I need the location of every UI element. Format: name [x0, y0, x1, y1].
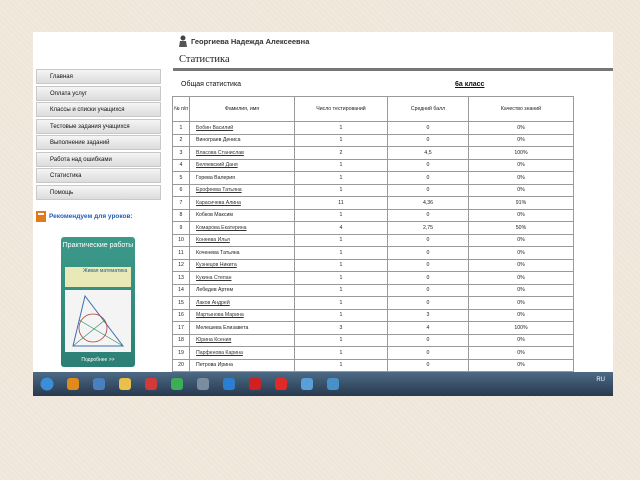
- table-row: [173, 134, 574, 147]
- general-stats-label: Общая статистика: [181, 81, 242, 88]
- cell-average-score: 0: [388, 272, 469, 285]
- cell-tests-count: 1: [295, 347, 388, 360]
- title-divider: [173, 68, 613, 71]
- cell-tests-count: 11: [295, 197, 388, 210]
- cell-number: 11: [173, 247, 190, 260]
- cell-knowledge-quality: 0%: [469, 159, 574, 172]
- col-header-name: Фамилия, имя: [190, 97, 295, 122]
- cell-tests-count: 2: [295, 147, 388, 160]
- cell-number: 15: [173, 297, 190, 310]
- practical-works-banner[interactable]: [61, 237, 135, 367]
- cell-knowledge-quality: 91%: [469, 197, 574, 210]
- cell-student-name[interactable]: Кукина Степан: [190, 272, 295, 285]
- cell-average-score: 0: [388, 234, 469, 247]
- cell-tests-count: 1: [295, 172, 388, 185]
- col-header-tests: Число тестирований: [295, 97, 388, 122]
- cell-number: 19: [173, 347, 190, 360]
- cell-student-name: Мелешева Елизавета: [190, 322, 295, 335]
- cell-knowledge-quality: 100%: [469, 147, 574, 160]
- cell-average-score: 0: [388, 184, 469, 197]
- explorer-icon-glyph: [92, 377, 106, 391]
- cell-number: 10: [173, 234, 190, 247]
- language-indicator[interactable]: RU: [596, 377, 605, 383]
- cell-student-name[interactable]: Юрина Ксения: [190, 334, 295, 347]
- table-row: [173, 159, 574, 172]
- cell-knowledge-quality: 0%: [469, 272, 574, 285]
- cell-tests-count: 1: [295, 259, 388, 272]
- cell-knowledge-quality: 0%: [469, 134, 574, 147]
- cell-knowledge-quality: 0%: [469, 122, 574, 135]
- cell-number: 18: [173, 334, 190, 347]
- cell-average-score: 3: [388, 309, 469, 322]
- start-orb-icon[interactable]: [37, 375, 57, 393]
- cell-average-score: 0: [388, 284, 469, 297]
- cell-tests-count: 1: [295, 159, 388, 172]
- cell-tests-count: 1: [295, 234, 388, 247]
- cell-number: 12: [173, 259, 190, 272]
- cell-average-score: 0: [388, 159, 469, 172]
- cell-student-name: Горева Валерия: [190, 172, 295, 185]
- cell-average-score: 2,75: [388, 222, 469, 235]
- opera-icon[interactable]: [245, 375, 265, 393]
- sidebar-item-statistics[interactable]: Статистика: [36, 168, 161, 183]
- cell-tests-count: 1: [295, 359, 388, 372]
- book-icon: [36, 210, 46, 222]
- sidebar-item-completion[interactable]: Выполнение заданий: [36, 135, 161, 150]
- statistics-table: [172, 96, 574, 372]
- cell-knowledge-quality: 0%: [469, 184, 574, 197]
- media-player-icon[interactable]: [63, 375, 83, 393]
- sidebar-item-classes[interactable]: Классы и списки учащихся: [36, 102, 161, 117]
- settings-icon-glyph: [196, 377, 210, 391]
- paint-icon[interactable]: [297, 375, 317, 393]
- sidebar-item-errors[interactable]: Работа над ошибками: [36, 152, 161, 167]
- folder-icon[interactable]: [115, 375, 135, 393]
- cell-number: 1: [173, 122, 190, 135]
- col-header-quality: Качество знаний: [469, 97, 574, 122]
- banner-more-link[interactable]: Подробнее >>: [81, 357, 115, 363]
- opera-icon-glyph: [248, 377, 262, 391]
- cell-average-score: 0: [388, 209, 469, 222]
- folder-icon-glyph: [118, 377, 132, 391]
- paint-icon-glyph: [300, 377, 314, 391]
- cell-number: 8: [173, 209, 190, 222]
- cell-knowledge-quality: 100%: [469, 322, 574, 335]
- cell-student-name[interactable]: Конеева Илья: [190, 234, 295, 247]
- internet-explorer-icon-glyph: [222, 377, 236, 391]
- table-row: [173, 247, 574, 260]
- cell-knowledge-quality: 0%: [469, 234, 574, 247]
- cell-knowledge-quality: 0%: [469, 209, 574, 222]
- table-row: [173, 234, 574, 247]
- screenshot-icon-glyph: [326, 377, 340, 391]
- cell-average-score: 0: [388, 259, 469, 272]
- cell-tests-count: 4: [295, 222, 388, 235]
- cell-knowledge-quality: 0%: [469, 284, 574, 297]
- cell-number: 17: [173, 322, 190, 335]
- explorer-icon[interactable]: [89, 375, 109, 393]
- cell-average-score: 0: [388, 134, 469, 147]
- cell-tests-count: 1: [295, 247, 388, 260]
- start-orb-icon-glyph: [40, 377, 54, 391]
- yandex-icon-glyph: [144, 377, 158, 391]
- table-row: [173, 197, 574, 210]
- cell-average-score: 0: [388, 172, 469, 185]
- cell-number: 2: [173, 134, 190, 147]
- table-row: [173, 309, 574, 322]
- screenshot-icon[interactable]: [323, 375, 343, 393]
- cell-tests-count: 1: [295, 134, 388, 147]
- table-row: [173, 122, 574, 135]
- recommend-heading: [36, 210, 133, 222]
- cell-knowledge-quality: 0%: [469, 359, 574, 372]
- cell-tests-count: 1: [295, 334, 388, 347]
- cell-number: 20: [173, 359, 190, 372]
- table-row: [173, 272, 574, 285]
- col-header-avg: Средний балл: [388, 97, 469, 122]
- cell-student-name[interactable]: Комарова Екатерина: [190, 222, 295, 235]
- table-row: [173, 147, 574, 160]
- cell-tests-count: 1: [295, 272, 388, 285]
- media-player-icon-glyph: [66, 377, 80, 391]
- cell-number: 13: [173, 272, 190, 285]
- cell-average-score: 4,36: [388, 197, 469, 210]
- user-header: [179, 35, 309, 47]
- yandex-browser-icon-glyph: [274, 377, 288, 391]
- cell-number: 3: [173, 147, 190, 160]
- col-header-number: № п/п: [173, 97, 190, 122]
- cell-tests-count: 1: [295, 209, 388, 222]
- table-row: [173, 209, 574, 222]
- cell-average-score: 4: [388, 322, 469, 335]
- cell-student-name: Кобков Максим: [190, 209, 295, 222]
- internet-explorer-icon[interactable]: [219, 375, 239, 393]
- yandex-browser-icon[interactable]: [271, 375, 291, 393]
- table-header-row: [173, 97, 574, 122]
- cell-tests-count: 3: [295, 322, 388, 335]
- cell-tests-count: 1: [295, 184, 388, 197]
- cell-student-name[interactable]: Власова Станислав: [190, 147, 295, 160]
- cell-knowledge-quality: 0%: [469, 172, 574, 185]
- chrome-icon-glyph: [170, 377, 184, 391]
- cell-knowledge-quality: 0%: [469, 347, 574, 360]
- cell-knowledge-quality: 0%: [469, 309, 574, 322]
- cell-student-name[interactable]: Карасичева Алина: [190, 197, 295, 210]
- table-row: [173, 259, 574, 272]
- cell-number: 14: [173, 284, 190, 297]
- sidebar-item-tests[interactable]: Тестовые задания учащихся: [36, 119, 161, 134]
- cell-student-name[interactable]: Бобин Василий: [190, 122, 295, 135]
- table-row: [173, 334, 574, 347]
- cell-average-score: 0: [388, 334, 469, 347]
- class-link[interactable]: 6а класс: [455, 81, 485, 88]
- cell-number: 9: [173, 222, 190, 235]
- cell-number: 16: [173, 309, 190, 322]
- table-row: [173, 222, 574, 235]
- table-row: [173, 284, 574, 297]
- system-tray: [596, 377, 605, 383]
- cell-knowledge-quality: 50%: [469, 222, 574, 235]
- page-title: Статистика: [179, 54, 230, 65]
- cell-average-score: 0: [388, 359, 469, 372]
- cell-student-name[interactable]: Ерофеева Татьяна: [190, 184, 295, 197]
- cell-student-name[interactable]: Лаков Андрей: [190, 297, 295, 310]
- cell-tests-count: 1: [295, 122, 388, 135]
- recommend-label: Рекомендуем для уроков:: [49, 212, 133, 220]
- cell-number: 7: [173, 197, 190, 210]
- table-row: [173, 297, 574, 310]
- cell-tests-count: 1: [295, 309, 388, 322]
- table-row: [173, 184, 574, 197]
- cell-student-name[interactable]: Кузнецов Никита: [190, 259, 295, 272]
- cell-average-score: 4,5: [388, 147, 469, 160]
- chrome-icon[interactable]: [167, 375, 187, 393]
- sidebar-item-help[interactable]: Помощь: [36, 185, 161, 200]
- browser-screenshot: [33, 32, 613, 394]
- cell-knowledge-quality: 0%: [469, 297, 574, 310]
- user-name: Георгиева Надежда Алексеевна: [191, 36, 310, 46]
- geometry-figure-icon: [65, 290, 131, 352]
- cell-student-name[interactable]: Парфенова Карина: [190, 347, 295, 360]
- settings-icon[interactable]: [193, 375, 213, 393]
- cell-tests-count: 1: [295, 284, 388, 297]
- table-row: [173, 322, 574, 335]
- cell-student-name[interactable]: Мартынова Марина: [190, 309, 295, 322]
- sidebar-menu: [36, 69, 161, 201]
- cell-number: 5: [173, 172, 190, 185]
- cell-student-name: Лебедев Артем: [190, 284, 295, 297]
- table-row: [173, 347, 574, 360]
- cell-average-score: 0: [388, 297, 469, 310]
- sidebar-item-payment[interactable]: Оплата услуг: [36, 86, 161, 101]
- banner-title: Практические работы: [62, 242, 134, 249]
- cell-average-score: 0: [388, 122, 469, 135]
- cell-student-name: Коченева Татьяна: [190, 247, 295, 260]
- cell-knowledge-quality: 0%: [469, 259, 574, 272]
- table-row: [173, 359, 574, 372]
- cell-student-name: Петрова Ирина: [190, 359, 295, 372]
- sidebar-item-home[interactable]: Главная: [36, 69, 161, 84]
- cell-tests-count: 1: [295, 297, 388, 310]
- user-icon: [179, 35, 187, 47]
- windows-taskbar: [33, 372, 613, 396]
- cell-knowledge-quality: 0%: [469, 247, 574, 260]
- cell-average-score: 0: [388, 347, 469, 360]
- yandex-icon[interactable]: [141, 375, 161, 393]
- banner-subtitle: Живая математика: [65, 267, 131, 287]
- cell-number: 6: [173, 184, 190, 197]
- cell-student-name[interactable]: Беляевский Даня: [190, 159, 295, 172]
- cell-knowledge-quality: 0%: [469, 334, 574, 347]
- table-row: [173, 172, 574, 185]
- cell-number: 4: [173, 159, 190, 172]
- cell-average-score: 0: [388, 247, 469, 260]
- cell-student-name: Винограев Дениса: [190, 134, 295, 147]
